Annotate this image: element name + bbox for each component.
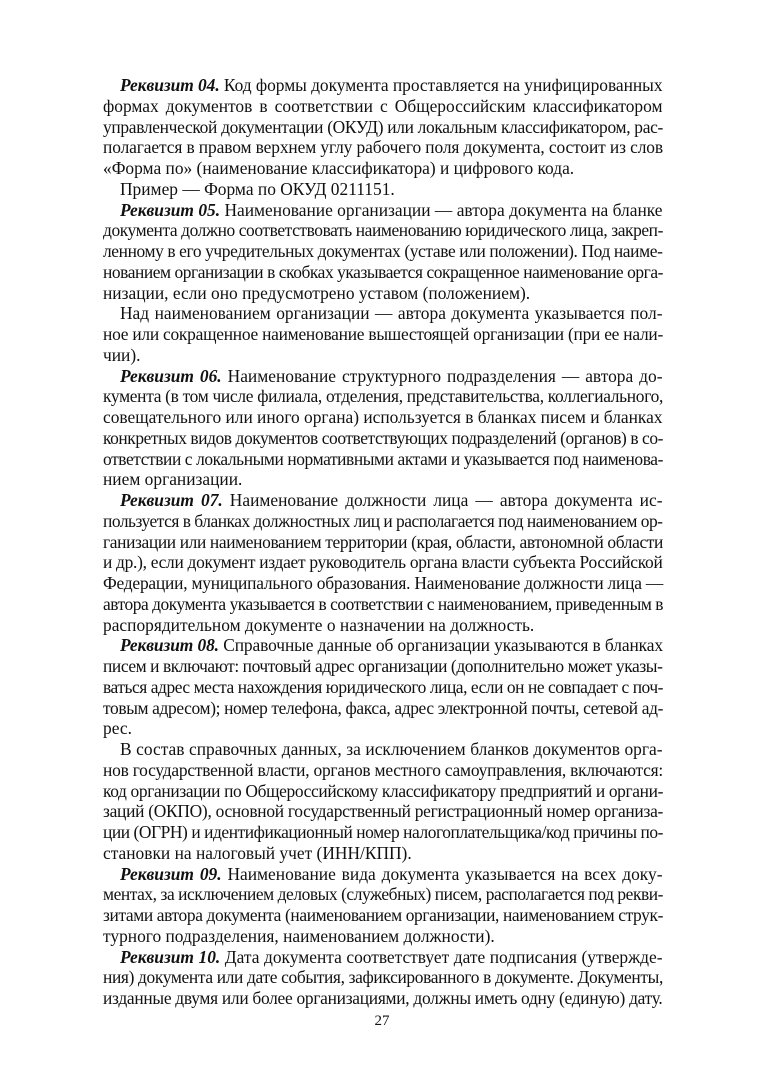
text-line bbox=[103, 158, 663, 179]
line-text: Наименование организации — автора документа на бланке bbox=[220, 199, 663, 220]
text-line bbox=[103, 366, 663, 387]
line-text: ния) документа или дате события, зафиксированного в документе. Документы, bbox=[103, 967, 664, 988]
line-text: изданные двумя или более организациями, должны иметь одну (единую) дату. bbox=[103, 988, 663, 1008]
text-line bbox=[103, 75, 663, 96]
page-number: 27 bbox=[374, 1013, 390, 1029]
paragraph bbox=[103, 75, 663, 179]
text-line bbox=[103, 718, 663, 739]
text-line bbox=[103, 179, 663, 200]
text-line bbox=[103, 96, 663, 117]
line-text: Справочные данные об организации указываются в бланках bbox=[218, 635, 663, 656]
line-text: зитами автора документа (наименованием организации, наименованием струк- bbox=[103, 905, 663, 925]
text-line bbox=[103, 947, 663, 968]
line-text: ции (ОГРН) и идентификационный номер налогоплательщика/код причины по- bbox=[103, 822, 664, 842]
text-line bbox=[103, 117, 663, 138]
text-line bbox=[103, 532, 663, 553]
line-text: Дата документа соответствует дате подписания (утвержде- bbox=[220, 946, 663, 967]
text-line bbox=[103, 241, 663, 262]
text-line bbox=[103, 822, 663, 843]
text-line bbox=[103, 656, 663, 677]
line-text: распорядительном документе о назначении на должность. bbox=[103, 614, 535, 635]
text-line bbox=[103, 864, 663, 885]
text-line bbox=[103, 843, 663, 864]
text-line bbox=[103, 428, 663, 449]
line-text: турного подразделения, наименованием должности). bbox=[103, 925, 495, 946]
document-body bbox=[103, 75, 663, 1009]
line-text: товым адресом); номер телефона, факса, адрес электронной почты, сетевой ад- bbox=[103, 697, 664, 718]
text-line bbox=[103, 615, 663, 636]
line-text: Федерации, муниципального образования. Наименование должности лица — bbox=[103, 573, 664, 593]
line-text: совещательного или иного органа) используется в бланках писем и бланках bbox=[103, 407, 663, 427]
line-text: Над наименованием организации — автора документа указывается пол- bbox=[120, 303, 663, 324]
line-text: рес. bbox=[103, 718, 132, 739]
paragraph bbox=[103, 864, 663, 947]
line-text: писем и включают: почтовый адрес организации (дополнительно может указы- bbox=[103, 656, 663, 676]
line-text: пользуется в бланках должностных лиц и располагается под наименованием ор- bbox=[103, 510, 663, 531]
line-text: Наименование должности лица — автора документа ис- bbox=[222, 490, 663, 510]
text-line bbox=[103, 137, 663, 158]
text-line bbox=[103, 511, 663, 532]
requisite-label: Реквизит 10. bbox=[120, 946, 221, 967]
line-text: конкретных видов документов соответствующих подразделений (органов) в со- bbox=[103, 427, 664, 448]
line-text: нием организации. bbox=[103, 469, 243, 490]
line-text: полагается в правом верхнем углу рабочего поля документа, состоит из слов bbox=[103, 137, 664, 158]
paragraph bbox=[103, 490, 663, 635]
text-line bbox=[103, 781, 663, 802]
line-text: кумента (в том числе филиала, отделения, представительства, коллегиального, bbox=[103, 386, 664, 407]
line-text: и др.), если документ издает руководитель органа власти субъекта Российской bbox=[103, 552, 663, 573]
line-text: формах документов в соответствии с Общероссийским классификатором bbox=[103, 95, 663, 116]
requisite-label: Реквизит 08. bbox=[120, 635, 219, 656]
line-text: чии). bbox=[103, 344, 141, 365]
line-text: документа должно соответствовать наименованию юридического лица, закреп- bbox=[103, 220, 663, 241]
text-line bbox=[103, 262, 663, 283]
line-text: ганизации или наименованием территории (края, области, автономной области bbox=[103, 531, 663, 552]
text-line bbox=[103, 801, 663, 822]
text-line bbox=[103, 220, 663, 241]
paragraph bbox=[103, 635, 663, 739]
text-line bbox=[103, 698, 663, 719]
paragraph bbox=[103, 303, 663, 365]
line-text: нов государственной власти, органов местного самоуправления, включаются: bbox=[103, 759, 663, 780]
text-line bbox=[103, 407, 663, 428]
text-line bbox=[103, 988, 663, 1009]
line-text: ное или сокращенное наименование вышестоящей организации (при ее нали- bbox=[103, 324, 664, 344]
line-text: Наименование вида документа указывается на всех доку- bbox=[221, 863, 663, 884]
line-text: ответствии с локальными нормативными актами и указывается под наименова- bbox=[103, 448, 663, 469]
text-line bbox=[103, 594, 663, 615]
line-text: ваться адрес места нахождения юридического лица, если он не совпадает с поч- bbox=[103, 676, 664, 697]
line-text: «Форма по» (наименование классификатора) и цифрового кода. bbox=[103, 158, 575, 178]
text-line bbox=[103, 926, 663, 947]
requisite-label: Реквизит 06. bbox=[120, 365, 222, 386]
paragraph bbox=[103, 947, 663, 1009]
text-line bbox=[103, 469, 663, 490]
text-line bbox=[103, 677, 663, 698]
line-text: заций (ОКПО), основной государственный регистрационный номер организа- bbox=[103, 801, 664, 822]
text-line bbox=[103, 739, 663, 760]
text-line bbox=[103, 884, 663, 905]
text-line bbox=[103, 552, 663, 573]
text-line bbox=[103, 905, 663, 926]
text-line bbox=[103, 283, 663, 304]
text-line bbox=[103, 386, 663, 407]
text-line bbox=[103, 490, 663, 511]
paragraph bbox=[103, 739, 663, 864]
line-text: нованием организации в скобках указывается сокращенное наименование орга- bbox=[103, 261, 664, 282]
line-text: ментах, за исключением деловых (служебных) писем, располагается под рекви- bbox=[103, 884, 663, 905]
line-text: код организации по Общероссийскому классификатору предприятий и органи- bbox=[103, 780, 664, 801]
text-line bbox=[103, 324, 663, 345]
line-text: Наименование структурного подразделения — автора до- bbox=[221, 365, 663, 386]
paragraph bbox=[103, 200, 663, 304]
line-text: управленческой документации (ОКУД) или локальным классификатором, рас- bbox=[103, 116, 664, 137]
line-text: автора документа указывается в соответствии с наименованием, приведенным в bbox=[103, 593, 663, 614]
requisite-label: Реквизит 04. bbox=[120, 75, 220, 95]
line-text: низации, если оно предусмотрено уставом (положением). bbox=[103, 282, 531, 303]
line-text: ленному в его учредительных документах (уставе или положении). Под наиме- bbox=[103, 241, 663, 261]
text-line bbox=[103, 303, 663, 324]
text-line bbox=[103, 573, 663, 594]
paragraph bbox=[103, 366, 663, 491]
text-line bbox=[103, 635, 663, 656]
requisite-label: Реквизит 07. bbox=[120, 490, 223, 510]
text-line bbox=[103, 200, 663, 221]
text-line bbox=[103, 449, 663, 470]
requisite-label: Реквизит 05. bbox=[120, 199, 221, 220]
text-line bbox=[103, 760, 663, 781]
line-text: становки на налоговый учет (ИНН/КПП). bbox=[103, 842, 412, 863]
paragraph bbox=[103, 179, 663, 200]
line-text: Код формы документа проставляется на унифицированных bbox=[219, 75, 663, 95]
text-line bbox=[103, 345, 663, 366]
line-text: В состав справочных данных, за исключением бланков документов орга- bbox=[120, 739, 663, 759]
text-line bbox=[103, 967, 663, 988]
line-text: Пример — Форма по ОКУД 0211151. bbox=[120, 178, 395, 199]
requisite-label: Реквизит 09. bbox=[120, 863, 222, 884]
